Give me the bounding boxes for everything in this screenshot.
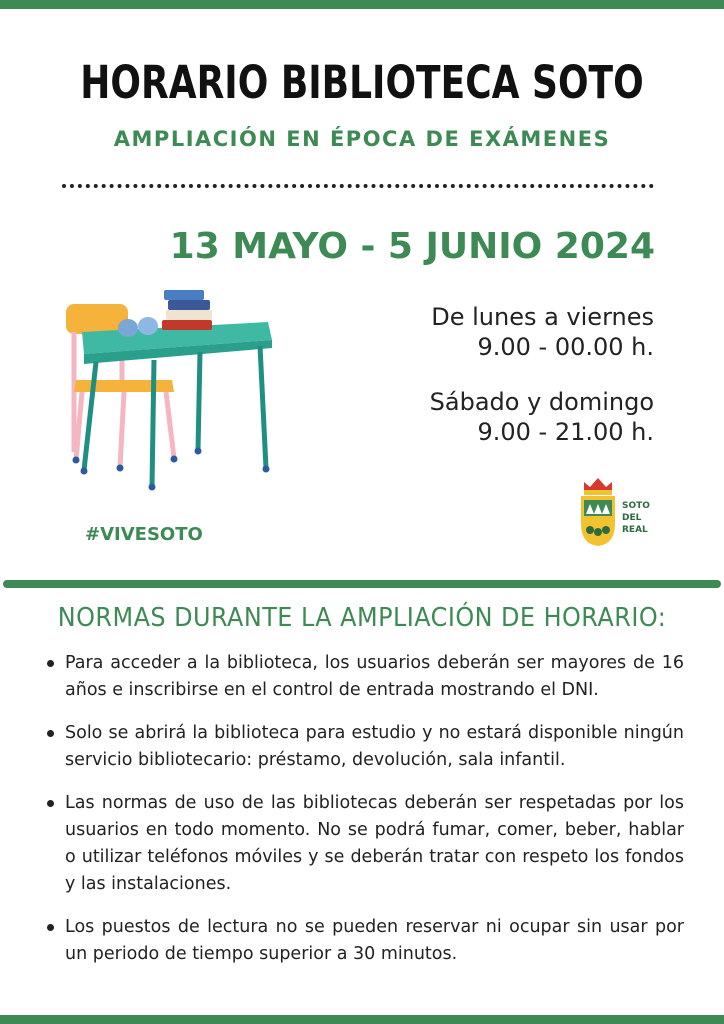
logo-line-3: REAL <box>622 525 648 535</box>
dotted-divider <box>62 184 654 188</box>
section-divider <box>3 580 721 588</box>
page-subtitle: AMPLIACIÓN EN ÉPOCA DE EXÁMENES <box>113 127 611 151</box>
weekday-label: De lunes a viernes <box>431 303 654 331</box>
bottom-border <box>0 1015 724 1024</box>
logo-text <box>622 500 650 536</box>
list-item: Solo se abrirá la biblioteca para estudio y no estará disponible ningún servicio bibliotecario: préstamo, devolución, sala infantil. <box>44 720 684 774</box>
weekday-hours: 9.00 - 00.00 h. <box>477 333 654 361</box>
date-range: 13 MAYO - 5 JUNIO 2024 <box>169 226 655 267</box>
rules-title: NORMAS DURANTE LA AMPLIACIÓN DE HORARIO: <box>57 603 667 633</box>
hashtag-symbol: # <box>85 524 101 545</box>
top-border <box>0 0 724 9</box>
weekend-label: Sábado y domingo <box>429 388 654 416</box>
hashtag-soto: SOTO <box>146 524 203 545</box>
hashtag-vive: VIVE <box>100 524 147 545</box>
list-item: Para acceder a la biblioteca, los usuarios deberán ser mayores de 16 años e inscribirse en el control de entrada mostrando el DNI. <box>44 650 684 704</box>
weekend-hours: 9.00 - 21.00 h. <box>477 418 654 446</box>
logo-line-2: DEL <box>622 513 642 523</box>
list-item: Las normas de uso de las bibliotecas deberán ser respetadas por los usuarios en todo momento. No se podrá fumar, comer, beber, hablar o utilizar teléfonos móviles y se deberán tratar con respeto los fondos y las instalaciones. <box>44 790 684 898</box>
rules-list <box>44 650 684 984</box>
hashtag <box>85 524 203 545</box>
page-title: HORARIO BIBLIOTECA SOTO <box>80 56 644 109</box>
municipal-crest-icon <box>578 474 618 548</box>
list-item: Los puestos de lectura no se pueden reservar ni ocupar sin usar por un periodo de tiempo superior a 30 minutos. <box>44 914 684 968</box>
logo-line-1: SOTO <box>622 501 650 511</box>
school-desk-chair-books-icon <box>62 282 282 492</box>
